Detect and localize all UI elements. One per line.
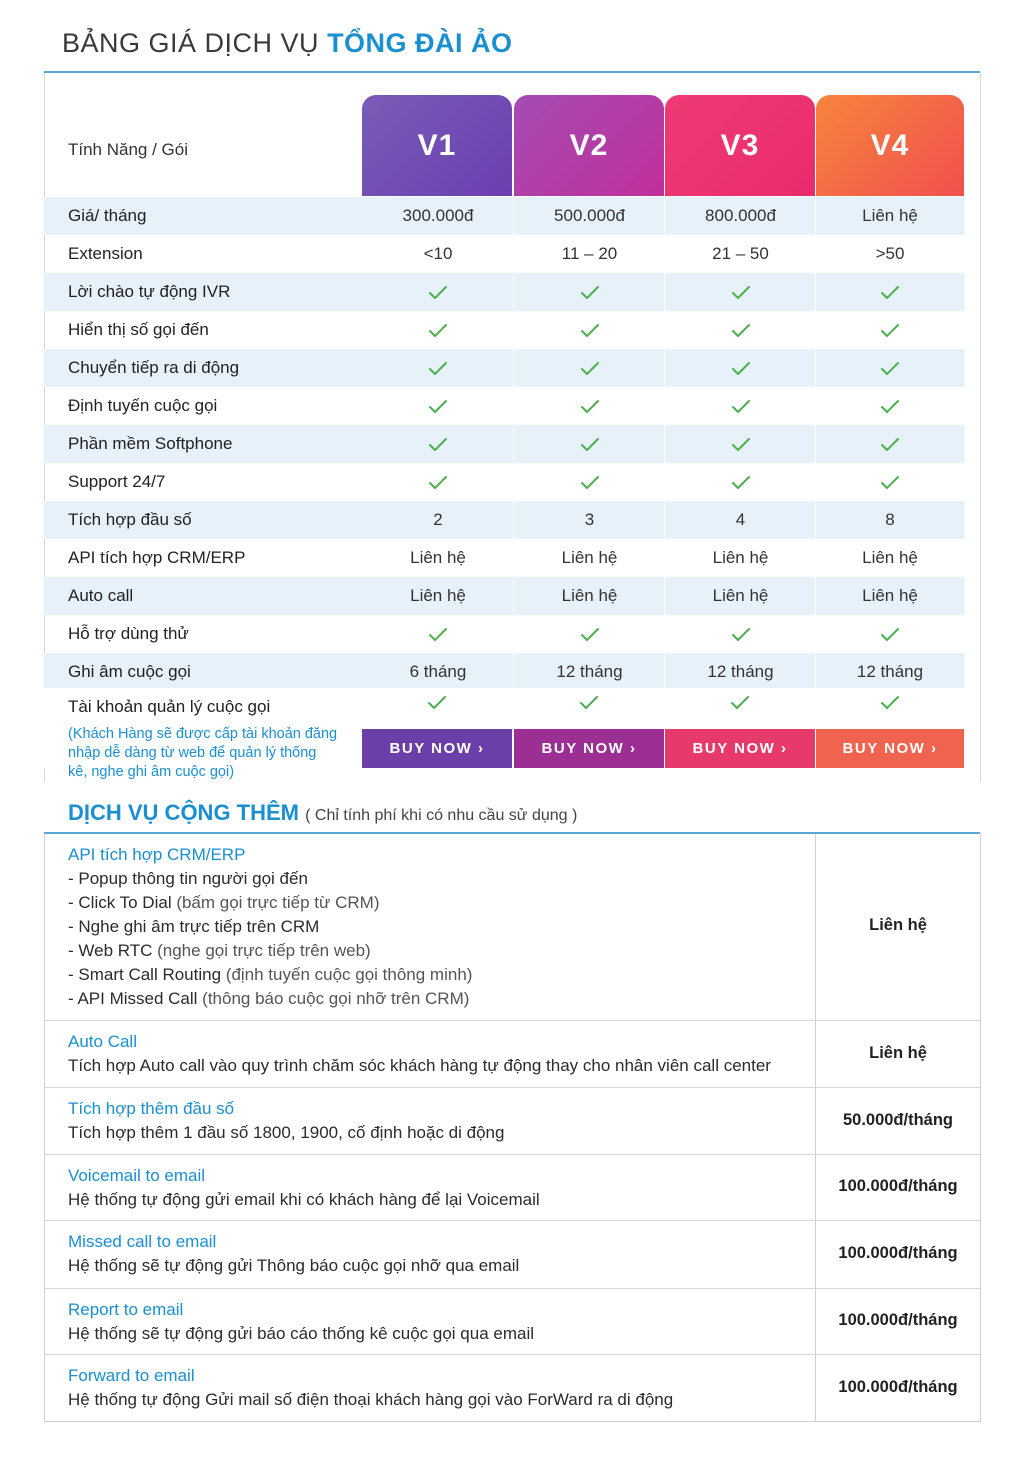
- row-cell-v4: [816, 349, 964, 387]
- row-cell-v3: Liên hệ: [712, 548, 769, 567]
- row-label: Định tuyến cuộc gọi: [68, 396, 218, 415]
- table-row: [44, 387, 964, 425]
- buy-now-button-v1[interactable]: BUY NOW ›: [362, 729, 512, 768]
- plan-header-v2: V2: [514, 95, 664, 196]
- row-label: API tích hợp CRM/ERP: [68, 548, 246, 567]
- row-cell-v1: [362, 311, 514, 349]
- check-icon: [880, 695, 900, 711]
- addons-table: [44, 834, 981, 1422]
- buy-now-button-v3[interactable]: BUY NOW ›: [665, 729, 815, 768]
- check-icon: [731, 323, 751, 339]
- row-label: Hỗ trợ dùng thử: [68, 624, 189, 643]
- check-icon: [880, 323, 900, 339]
- addon-description-main: - Nghe ghi âm trực tiếp trên CRM: [68, 917, 320, 936]
- table-row: [44, 463, 964, 501]
- row-cell-v1: 300.000đ: [402, 206, 474, 225]
- check-icon: [880, 361, 900, 377]
- addon-description: [68, 987, 472, 1011]
- addon-description-main: Tích hợp Auto call vào quy trình chăm sóc khách hàng tự động thay cho nhân viên call center: [68, 1056, 771, 1075]
- check-icon: [428, 323, 448, 339]
- addon-price: 50.000đ/tháng: [842, 1110, 954, 1129]
- addon-name: Voicemail to email: [68, 1166, 206, 1185]
- table-row: [44, 425, 964, 463]
- check-icon: [731, 475, 751, 491]
- addon-info: [68, 843, 472, 1011]
- table-row: [44, 501, 964, 539]
- row-cell-v1: Liên hệ: [410, 548, 466, 567]
- page-title-highlight: TỔNG ĐÀI ẢO: [327, 28, 513, 58]
- check-icon: [427, 695, 447, 711]
- addon-description-note: (định tuyến cuộc gọi thông minh): [221, 965, 473, 984]
- plan-header-v1: V1: [362, 95, 512, 196]
- plan-header-v4: V4: [816, 95, 964, 196]
- check-icon: [428, 399, 448, 415]
- addon-description-main: Hệ thống tự động gửi email khi có khách hàng để lại Voicemail: [68, 1190, 540, 1209]
- row-cell-v3: [665, 463, 816, 501]
- row-label: Tích hợp đầu số: [68, 510, 192, 529]
- row-cell-v1: [362, 615, 514, 653]
- account-row-note: (Khách Hàng sẽ được cấp tài khoản đăng nhập dễ dàng từ web để quản lý thống kê, nghe ghi âm cuộc gọi): [68, 726, 338, 780]
- buy-now-button-v4[interactable]: BUY NOW ›: [816, 729, 964, 768]
- addon-description-main: - Click To Dial: [68, 893, 172, 912]
- table-row: [44, 539, 964, 577]
- addon-description-note: (bấm gọi trực tiếp từ CRM): [171, 893, 380, 912]
- account-check-v4: [816, 694, 964, 712]
- column-separator: [664, 197, 665, 729]
- addon-description-main: - Smart Call Routing: [68, 965, 222, 984]
- addon-description-main: Hệ thống tự động Gửi mail số điện thoại khách hàng gọi vào ForWard ra di động: [68, 1390, 674, 1409]
- row-cell-v4: [816, 273, 964, 311]
- row-cell-v2: 3: [584, 510, 595, 529]
- row-cell-v1: [362, 273, 514, 311]
- column-separator: [513, 197, 514, 729]
- table-row: [44, 577, 964, 615]
- buy-now-button-v2[interactable]: BUY NOW ›: [514, 729, 664, 768]
- row-cell-v2: Liên hệ: [561, 548, 618, 567]
- row-cell-v2: [514, 615, 665, 653]
- addon-description-main: - Popup thông tin người gọi đến: [68, 869, 308, 888]
- check-icon: [731, 437, 751, 453]
- account-check-v1: [362, 694, 512, 712]
- addon-name: Missed call to email: [68, 1232, 217, 1251]
- row-cell-v2: [514, 311, 665, 349]
- addon-description: [68, 891, 472, 915]
- row-label: Auto call: [68, 586, 134, 605]
- check-icon: [580, 323, 600, 339]
- row-cell-v4: >50: [875, 244, 905, 263]
- addon-name: Forward to email: [68, 1366, 195, 1385]
- addon-info: [68, 1164, 540, 1212]
- row-label: Extension: [68, 244, 143, 263]
- addon-info: [68, 1298, 534, 1346]
- addon-description: [68, 963, 472, 987]
- check-icon: [580, 285, 600, 301]
- table-row: [44, 235, 964, 273]
- page-title-prefix: BẢNG GIÁ DỊCH VỤ: [62, 28, 320, 58]
- row-cell-v4: Liên hệ: [862, 586, 918, 605]
- addon-row: [45, 834, 980, 1020]
- row-cell-v3: 12 tháng: [707, 662, 774, 681]
- check-icon: [428, 437, 448, 453]
- pricing-rows: [44, 197, 964, 691]
- addon-name: Tích hợp thêm đầu số: [68, 1099, 235, 1118]
- row-cell-v2: [514, 349, 665, 387]
- addon-info: [68, 1030, 771, 1078]
- row-label: Phần mềm Softphone: [68, 434, 233, 453]
- row-cell-v1: [362, 349, 514, 387]
- row-label: Chuyển tiếp ra di động: [68, 358, 240, 377]
- row-cell-v3: [665, 311, 816, 349]
- row-cell-v1: Liên hệ: [410, 586, 466, 605]
- addon-description: [68, 1254, 519, 1278]
- addon-description: [68, 915, 472, 939]
- account-check-v2: [514, 694, 664, 712]
- addon-description: [68, 1322, 534, 1346]
- addon-description: [68, 939, 472, 963]
- row-cell-v4: [816, 311, 964, 349]
- row-cell-v4: Liên hệ: [862, 548, 918, 567]
- check-icon: [880, 475, 900, 491]
- addon-row: [45, 1154, 980, 1221]
- row-cell-v3: [665, 615, 816, 653]
- row-cell-v1: [362, 463, 514, 501]
- check-icon: [731, 285, 751, 301]
- addon-price: 100.000đ/tháng: [838, 1177, 958, 1195]
- addon-row: [45, 1020, 980, 1088]
- check-icon: [428, 285, 448, 301]
- addons-subtitle: ( Chỉ tính phí khi có nhu cầu sử dụng ): [305, 807, 578, 824]
- check-icon: [730, 695, 750, 711]
- check-icon: [731, 399, 751, 415]
- check-icon: [731, 361, 751, 377]
- table-row: [44, 311, 964, 349]
- row-label: Giá/ tháng: [68, 206, 147, 225]
- check-icon: [428, 361, 448, 377]
- row-cell-v2: Liên hệ: [561, 586, 618, 605]
- check-icon: [580, 399, 600, 415]
- row-cell-v3: [665, 387, 816, 425]
- column-separator: [815, 197, 816, 729]
- addon-description: [68, 1388, 673, 1412]
- feature-column-header: Tính Năng / Gói: [68, 140, 189, 159]
- row-label: Ghi âm cuộc gọi: [68, 662, 191, 681]
- addon-info: [68, 1230, 519, 1278]
- row-cell-v1: 6 tháng: [409, 662, 467, 681]
- row-label: Support 24/7: [68, 472, 166, 491]
- addons-title: [68, 800, 577, 826]
- addon-price: 100.000đ/tháng: [838, 1311, 958, 1329]
- check-icon: [731, 627, 751, 643]
- addon-description: [68, 867, 472, 891]
- plan-header-v3: V3: [665, 95, 815, 196]
- page-title: [62, 28, 513, 59]
- addon-description-note: (thông báo cuộc gọi nhỡ trên CRM): [197, 989, 470, 1008]
- addon-price: Liên hệ: [869, 1043, 927, 1062]
- check-icon: [880, 285, 900, 301]
- check-icon: [880, 627, 900, 643]
- row-cell-v3: 800.000đ: [705, 206, 776, 225]
- addon-name: API tích hợp CRM/ERP: [68, 845, 246, 864]
- row-cell-v4: 12 tháng: [856, 662, 924, 681]
- addon-description: [68, 1121, 504, 1145]
- account-row-label: Tài khoản quản lý cuộc gọi: [68, 697, 271, 716]
- row-cell-v4: [816, 425, 964, 463]
- row-cell-v1: 2: [433, 510, 443, 529]
- row-cell-v4: [816, 387, 964, 425]
- check-icon: [580, 361, 600, 377]
- account-check-v3: [665, 694, 815, 712]
- check-icon: [580, 475, 600, 491]
- check-icon: [579, 695, 599, 711]
- row-cell-v2: [514, 273, 665, 311]
- check-icon: [580, 437, 600, 453]
- table-row: [44, 349, 964, 387]
- addon-price: Liên hệ: [869, 916, 927, 934]
- row-cell-v4: 8: [885, 510, 895, 529]
- row-cell-v2: [514, 387, 665, 425]
- addon-description-main: Hệ thống sẽ tự động gửi Thông báo cuộc gọi nhỡ qua email: [68, 1256, 520, 1275]
- addon-description-main: - Web RTC: [68, 941, 153, 960]
- row-cell-v1: [362, 387, 514, 425]
- addon-description-main: Hệ thống sẽ tự động gửi báo cáo thống kê cuộc gọi qua email: [68, 1324, 535, 1343]
- addon-info: [68, 1097, 504, 1145]
- addons-title-text: DỊCH VỤ CỘNG THÊM: [68, 800, 299, 825]
- addon-name: Auto Call: [68, 1032, 137, 1051]
- row-cell-v1: [362, 425, 514, 463]
- addon-description: [68, 1188, 540, 1212]
- row-cell-v4: Liên hệ: [862, 206, 918, 225]
- addon-description-main: - API Missed Call: [68, 989, 198, 1008]
- addon-description-main: Tích hợp thêm 1 đầu số 1800, 1900, cố định hoặc di động: [68, 1123, 505, 1142]
- addon-price: 100.000đ/tháng: [838, 1244, 958, 1262]
- table-row: [44, 273, 964, 311]
- check-icon: [428, 475, 448, 491]
- addon-info: [68, 1364, 673, 1412]
- table-row: [44, 197, 964, 235]
- row-cell-v4: [816, 463, 964, 501]
- row-cell-v2: 11 – 20: [561, 244, 618, 263]
- check-icon: [580, 627, 600, 643]
- table-row: [44, 653, 964, 691]
- row-cell-v3: 4: [735, 510, 746, 529]
- row-cell-v2: 12 tháng: [556, 662, 623, 681]
- row-cell-v3: 21 – 50: [712, 244, 769, 263]
- addon-row: [45, 1354, 980, 1422]
- row-cell-v2: 500.000đ: [554, 206, 625, 225]
- check-icon: [880, 437, 900, 453]
- row-cell-v3: [665, 273, 816, 311]
- addon-row: [45, 1220, 980, 1289]
- row-label: Lời chào tự động IVR: [68, 282, 231, 301]
- row-cell-v2: [514, 463, 665, 501]
- addon-row: [45, 1087, 980, 1155]
- check-icon: [880, 399, 900, 415]
- row-cell-v4: [816, 615, 964, 653]
- addon-description-note: (nghe gọi trực tiếp trên web): [152, 941, 371, 960]
- check-icon: [428, 627, 448, 643]
- addon-description: [68, 1054, 771, 1078]
- addon-row: [45, 1288, 980, 1355]
- addon-price: 100.000đ/tháng: [838, 1377, 958, 1396]
- row-cell-v3: Liên hệ: [712, 586, 769, 605]
- row-cell-v2: [514, 425, 665, 463]
- row-cell-v3: [665, 425, 816, 463]
- addon-name: Report to email: [68, 1300, 184, 1319]
- row-cell-v1: <10: [423, 244, 453, 263]
- row-label: Hiển thị số gọi đến: [68, 320, 209, 339]
- row-cell-v3: [665, 349, 816, 387]
- table-row: [44, 615, 964, 653]
